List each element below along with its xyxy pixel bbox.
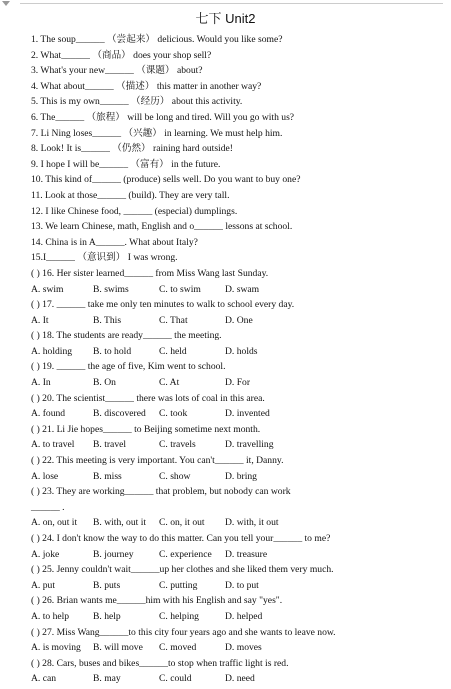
option-item: D. swam (225, 283, 260, 295)
question-line (31, 391, 445, 407)
option-item: C. That (159, 314, 188, 326)
question-line (31, 531, 445, 547)
option-item: C. experience (159, 548, 212, 560)
option-item: A. holding (31, 345, 73, 357)
option-item: D. treasure (225, 548, 268, 560)
option-item: C. to swim (159, 283, 201, 295)
answer-options (31, 469, 445, 485)
option-item: A. It (31, 314, 49, 326)
option-item: C. helping (159, 610, 199, 622)
option-item: A. on, out it (31, 517, 78, 529)
question-text: 8. Look! It is______ （仍然） raining hard outside! (31, 143, 233, 155)
option-item: A. to travel (31, 439, 75, 451)
question-line (31, 141, 445, 157)
question-line (31, 204, 445, 220)
option-item: C. At (159, 377, 180, 389)
answer-options (31, 406, 445, 422)
question-line (31, 110, 445, 126)
option-item: C. moved (159, 642, 197, 654)
question-text: ______ . (31, 501, 65, 513)
question-line (31, 235, 445, 251)
question-text: ( ) 25. Jenny couldn't wait______up her clothes and she liked them very much. (31, 564, 334, 576)
question-text: 12. I like Chinese food, ______ (especial) dumplings. (31, 205, 238, 217)
answer-options (31, 640, 445, 656)
option-item: C. travels (159, 439, 196, 451)
question-line (31, 157, 445, 173)
corner-marker-icon (2, 1, 10, 6)
question-line (31, 172, 445, 188)
option-item: C. took (159, 408, 188, 420)
question-line (31, 422, 445, 438)
question-text: 7. Li Ning loses______ （兴趣） in learning. We must help him. (31, 127, 283, 139)
question-text: ( ) 18. The students are ready______ the meeting. (31, 330, 222, 342)
answer-options (31, 578, 445, 594)
option-item: B. help (93, 610, 121, 622)
option-item: B. to hold (93, 345, 132, 357)
question-line (31, 219, 445, 235)
question-line (31, 126, 445, 142)
question-text: 2. What______ （商品） does your shop sell? (31, 49, 212, 61)
option-item: D. For (225, 377, 251, 389)
option-item: C. on, it out (159, 517, 205, 529)
question-text: 14. China is in A______. What about Italy? (31, 236, 198, 248)
option-item: A. In (31, 377, 51, 389)
option-item: B. discovered (93, 408, 146, 420)
question-text: ( ) 19. ______ the age of five, Kim went to school. (31, 361, 226, 373)
question-line (31, 63, 445, 79)
question-line (31, 453, 445, 469)
question-line (31, 656, 445, 672)
question-text: ( ) 28. Cars, buses and bikes______to stop when traffic light is red. (31, 657, 289, 669)
option-item: A. lose (31, 470, 59, 482)
option-item: A. found (31, 408, 66, 420)
question-text: ( ) 17. ______ take me only ten minutes to walk to school every day. (31, 299, 295, 311)
question-text: ( ) 22. This meeting is very important. You can't______ it, Danny. (31, 455, 284, 467)
option-item: D. One (225, 314, 253, 326)
option-item: B. On (93, 377, 116, 389)
option-item: D. invented (225, 408, 270, 420)
question-text: 3. What's your new______ （课题） about? (31, 65, 203, 77)
option-item: B. journey (93, 548, 134, 560)
header-divider (20, 3, 443, 4)
answer-options (31, 547, 445, 563)
question-line (31, 328, 445, 344)
question-line (31, 359, 445, 375)
question-line (31, 484, 445, 500)
option-item: D. travelling (225, 439, 274, 451)
question-line (31, 79, 445, 95)
option-item: D. need (225, 673, 255, 685)
question-text: ( ) 16. Her sister learned______ from Miss Wang last Sunday. (31, 267, 269, 279)
option-item: C. show (159, 470, 191, 482)
question-line (31, 32, 445, 48)
question-text: 6. The______ （旅程） will be long and tired. Will you go with us? (31, 111, 295, 123)
option-item: A. joke (31, 548, 60, 560)
question-line (31, 266, 445, 282)
answer-options (31, 515, 445, 531)
answer-options (31, 375, 445, 391)
question-line (31, 562, 445, 578)
question-text: 4. What about______ （描述） this matter in another way? (31, 80, 262, 92)
option-item: B. miss (93, 470, 122, 482)
question-line (31, 500, 445, 516)
answer-options (31, 609, 445, 625)
option-item: A. to help (31, 610, 70, 622)
question-text: ( ) 20. The scientist______ there was lots of coal in this area. (31, 392, 265, 404)
page-title: 七下 Unit2 (195, 11, 256, 26)
answer-options (31, 671, 445, 687)
question-text: 5. This is my own______ （经历） about this activity. (31, 96, 243, 108)
option-item: D. moves (225, 642, 262, 654)
question-text: 1. The soup______ （尝起来） delicious. Would you like some? (31, 34, 283, 45)
question-text: 10. This kind of______ (produce) sells well. Do you want to buy one? (31, 174, 301, 186)
option-item: C. putting (159, 579, 198, 591)
exercise-list (31, 32, 445, 687)
question-text: ( ) 24. I don't know the way to do this matter. Can you tell your______ to me? (31, 533, 331, 544)
option-item: B. travel (93, 439, 127, 451)
option-item: A. swim (31, 283, 64, 295)
question-text: ( ) 23. They are working______ that problem, but nobody can work (31, 486, 291, 498)
question-text: 11. Look at those______ (build). They are very tall. (31, 189, 230, 201)
answer-options (31, 313, 445, 329)
option-item: B. This (93, 314, 122, 326)
option-item: B. will move (93, 642, 143, 654)
answer-options (31, 344, 445, 360)
question-line (31, 297, 445, 313)
question-line (31, 625, 445, 641)
option-item: A. can (31, 673, 57, 685)
question-line (31, 593, 445, 609)
option-item: C. could (159, 673, 192, 685)
option-item: A. is moving (31, 642, 81, 654)
question-line (31, 250, 445, 266)
option-item: D. bring (225, 470, 257, 482)
option-item: B. with, out it (93, 517, 147, 529)
option-item: D. holds (225, 345, 258, 357)
question-text: 13. We learn Chinese, math, English and o______ lessons at school. (31, 221, 293, 233)
question-text: 9. I hope I will be______ （富有） in the future. (31, 158, 221, 170)
question-line (31, 188, 445, 204)
question-line (31, 94, 445, 110)
question-text: ( ) 26. Brian wants me______him with his English and say "yes". (31, 595, 283, 607)
option-item: B. may (93, 673, 121, 685)
question-text: ( ) 27. Miss Wang______to this city four years ago and she wants to leave now. (31, 626, 336, 638)
option-item: A. put (31, 579, 55, 591)
option-item: D. to put (225, 579, 259, 591)
question-text: 15.I______ （意识到） I was wrong. (31, 252, 178, 264)
option-item: D. with, it out (225, 517, 279, 529)
answer-options (31, 282, 445, 298)
option-item: B. puts (93, 579, 121, 591)
option-item: D. helped (225, 610, 263, 622)
question-text: ( ) 21. Li Jie hopes______ to Beijing sometime next month. (31, 423, 261, 435)
option-item: C. held (159, 345, 187, 357)
answer-options (31, 437, 445, 453)
question-line (31, 48, 445, 64)
option-item: B. swims (93, 283, 129, 295)
